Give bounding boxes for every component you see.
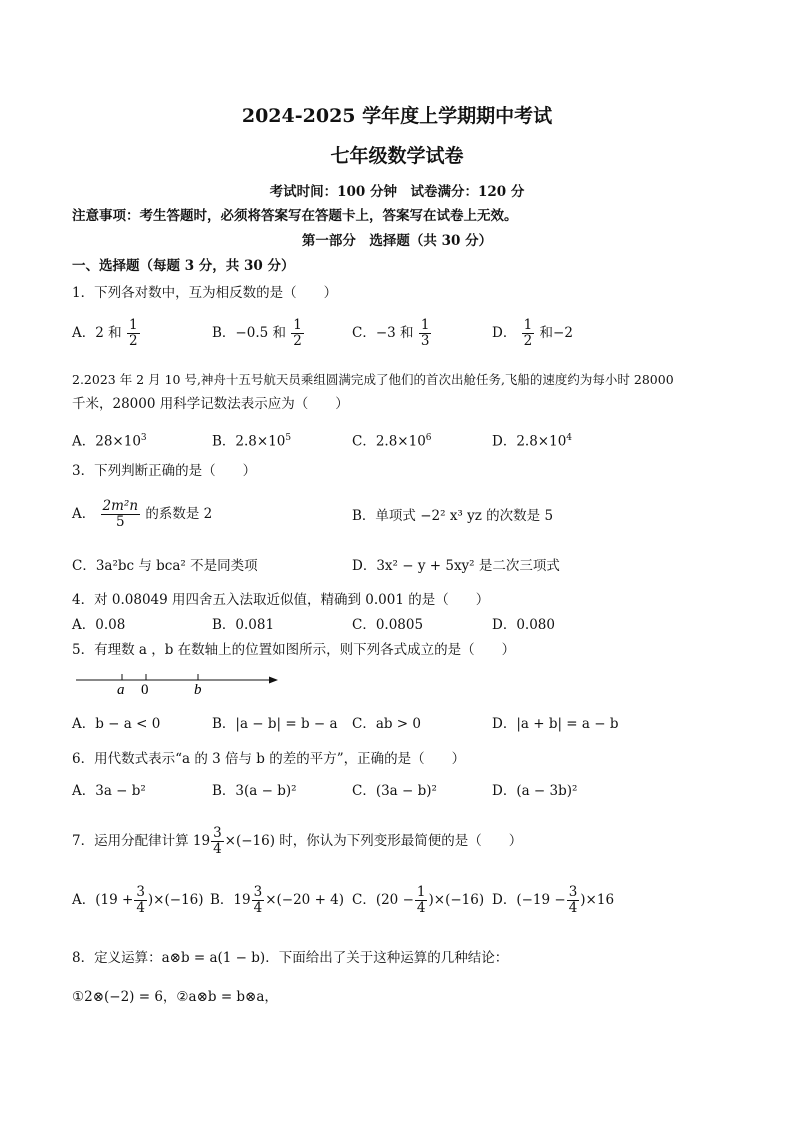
denominator: 4 [136,900,145,916]
exam-info: 考试时间：100 分钟 试卷满分：120 分 [269,184,525,200]
fraction [567,885,580,916]
denominator: 2 [523,333,533,349]
denominator: 2 [293,333,302,349]
numerator: 1 [293,317,302,333]
q5-option-d: D．|a + b| = a − b [492,716,619,732]
exam-notice: 注意事项：考生答题时，必须将答案写在答题卡上，答案写在试卷上无效。 [72,208,518,224]
label-a: a [117,682,125,698]
fraction [522,318,535,349]
q6-stem: 6．用代数式表示“a 的 3 倍与 b 的差的平方”，正确的是（ ） [72,751,466,767]
q1-a-text: A．2 和 [72,325,122,341]
denominator: 2 [128,333,138,349]
number-line-arrow [269,677,278,684]
q2-stem-line1: 2.2023 年 2 月 10 号,神舟十五号航天员乘组圆满完成了他们的首次出舱任务,飞船的速度约为每小时 28000 [72,372,674,387]
q3-a-suffix: 的系数是 2 [145,506,213,522]
q3-option-c: C．3a²bc 与 bca² 不是同类项 [72,558,258,574]
q2-option-a [72,430,147,450]
numerator: 1 [416,884,426,900]
q3-option-b: B．单项式 −2² x³ yz 的次数是 5 [352,508,554,524]
label-b: b [194,682,202,698]
label-0: 0 [141,682,149,698]
q5-option-b: B．|a − b| = b − a [212,716,338,732]
q7-option-d [492,885,614,916]
q7-a-prefix: A．(19 + [72,892,134,908]
q7-stem-suffix: ×(−16) 时，你认为下列变形最简便的是（ ） [224,833,523,849]
q1-option-c [352,318,432,349]
q2-b-text: B．2.8×10 [212,433,286,450]
q5-option-a: A．b − a < 0 [72,716,161,732]
q7-a-suffix: )×(−16) [147,892,204,908]
q4-option-c: C．0.0805 [352,617,424,633]
q7-d-prefix: D．(−19 − [492,892,566,908]
fraction [127,318,140,349]
q3-stem: 3．下列判断正确的是（ ） [72,463,257,479]
q1-stem: 1．下列各对数中，互为相反数的是（ ） [72,285,338,301]
numerator: 1 [128,317,138,333]
number-line-figure [74,668,284,698]
q1-option-b [212,318,305,349]
q6-option-c: C．(3a − b)² [352,783,437,799]
q7-option-a [72,885,204,916]
exponent: 5 [285,433,292,443]
denominator: 3 [420,333,430,349]
q7-option-c [352,885,484,916]
exam-subtitle: 七年级数学试卷 [330,145,464,167]
q7-c-suffix: )×(−16) [428,892,485,908]
q2-option-c [352,430,432,450]
numerator: 1 [523,317,533,333]
exponent: 3 [140,433,147,443]
q2-c-text: C．2.8×10 [352,433,426,450]
q2-a-text: A．28×10 [72,433,141,450]
fraction [415,885,428,916]
q7-b-suffix: ×(−20 + 4) [265,892,345,908]
section-heading: 一、选择题（每题 3 分，共 30 分） [72,258,295,274]
q8-stem: 8．定义运算：a⊗b = a(1 − b)．下面给出了关于这种运算的几种结论： [72,950,509,966]
fraction [101,499,141,530]
numerator: 2m²n [102,498,139,514]
q6-option-b: B．3(a − b)² [212,783,297,799]
q8-items: ①2⊗(−2) = 6，②a⊗b = b⊗a， [72,989,278,1005]
numerator: 3 [213,825,222,841]
q7-c-prefix: C．(20 − [352,892,414,908]
q4-option-a: A．0.08 [72,617,126,633]
q7-stem [72,826,522,857]
q3-option-a [72,499,212,530]
numerator: 3 [568,884,578,900]
denominator: 4 [416,900,426,916]
q2-option-d [492,430,572,450]
denominator: 4 [253,900,263,916]
numerator: 3 [136,884,145,900]
q5-option-c: C．ab > 0 [352,716,422,732]
q1-option-a [72,318,141,349]
denominator: 4 [568,900,578,916]
part-heading: 第一部分 选择题（共 30 分） [301,233,493,249]
denominator: 5 [116,514,125,530]
fraction [252,885,265,916]
q2-option-b [212,430,291,450]
q1-option-d [492,318,573,349]
q4-option-b: B．0.081 [212,617,275,633]
fraction [419,318,432,349]
q7-option-b [210,885,344,916]
q4-stem: 4．对 0.08049 用四舍五入法取近似值，精确到 0.001 的是（ ） [72,592,490,608]
q2-d-text: D．2.8×10 [492,433,567,450]
q6-option-d: D．(a − 3b)² [492,783,578,799]
denominator: 4 [213,841,222,857]
q6-option-a: A．3a − b² [72,783,146,799]
q7-d-suffix: )×16 [580,892,615,908]
q5-stem: 5．有理数 a ，b 在数轴上的位置如图所示，则下列各式成立的是（ ） [72,642,516,658]
q7-stem-prefix: 7．运用分配律计算 19 [72,833,211,849]
numerator: 3 [253,884,263,900]
q1-d-text: D． [492,325,517,341]
fraction [134,885,147,916]
q1-b-text: B．−0.5 和 [212,325,286,341]
q2-stem-line2: 千米，28000 用科学记数法表示应为（ ） [72,396,349,412]
fraction [291,318,304,349]
exponent: 4 [566,433,573,443]
q1-c-text: C．−3 和 [352,325,414,341]
fraction [211,826,224,857]
exponent: 6 [425,433,432,443]
exam-title: 2024-2025 学年度上学期期中考试 [241,105,553,127]
q1-d-suffix: 和−2 [539,325,573,341]
q7-b-prefix: B．19 [210,892,251,908]
numerator: 1 [420,317,430,333]
q3-a-text: A． [72,506,96,522]
q4-option-d: D．0.080 [492,617,555,633]
q3-option-d: D．3x² − y + 5xy² 是二次三项式 [352,558,560,574]
